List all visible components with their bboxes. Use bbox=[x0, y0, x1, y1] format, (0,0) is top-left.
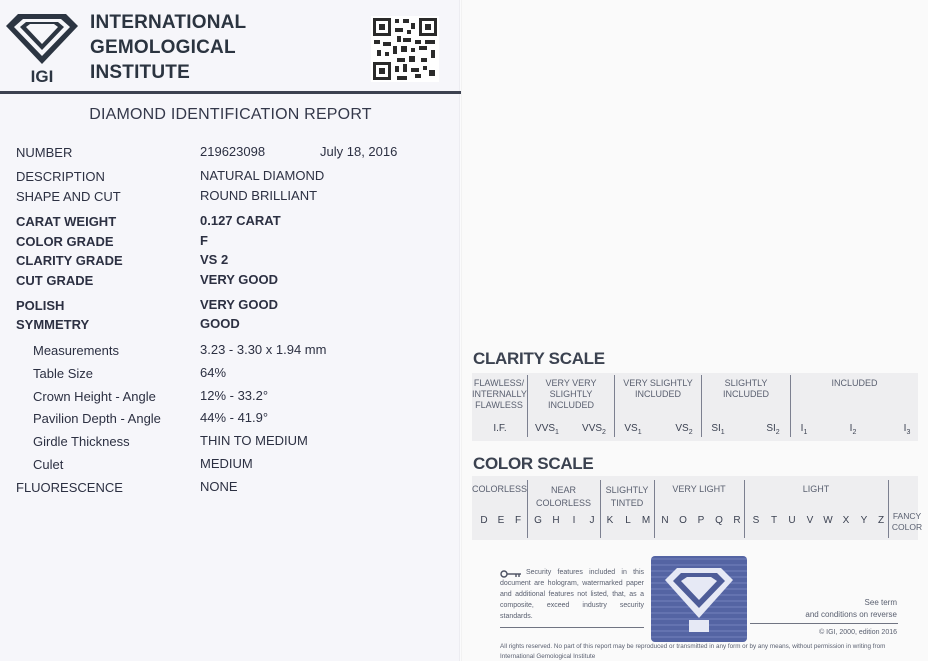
clarity-cat-si: SLIGHTLY INCLUDED bbox=[722, 378, 769, 399]
color-cat-slightly-tinted: SLIGHTLY TINTED bbox=[605, 485, 649, 508]
color-grade-label: COLOR GRADE bbox=[16, 234, 114, 249]
security-notice: Security features included in this document are hologram, watermarked paper and additional features not listed, that, as a composite, exceed industry security standards. bbox=[500, 569, 644, 620]
qr-code-icon bbox=[371, 16, 439, 82]
clarity-grade-text: VVS bbox=[535, 423, 556, 434]
number-label: NUMBER bbox=[16, 145, 73, 160]
clarity-cat-vvs: VERY VERY SLIGHTLY INCLUDED bbox=[545, 378, 597, 410]
color-letter: P bbox=[697, 515, 705, 526]
color-letter: V bbox=[806, 515, 814, 526]
color-cat-colorless: COLORLESS bbox=[472, 484, 528, 494]
color-scale-title: COLOR SCALE bbox=[473, 454, 594, 473]
clarity-grade-text: VVS bbox=[582, 423, 603, 434]
color-letter: L bbox=[625, 515, 631, 526]
report-header bbox=[0, 0, 461, 95]
clarity-cat-flawless: FLAWLESS/ INTERNALLY FLAWLESS bbox=[472, 378, 527, 410]
color-letter: J bbox=[589, 515, 595, 526]
clarity-grade-text: VS bbox=[675, 423, 689, 434]
color-letter: Q bbox=[715, 515, 723, 526]
clarity-grade-i2 bbox=[846, 423, 860, 436]
description-value: NATURAL DIAMOND bbox=[200, 168, 325, 183]
girdle-label: Girdle Thickness bbox=[33, 434, 130, 449]
report-date: July 18, 2016 bbox=[320, 144, 398, 159]
polish-label: POLISH bbox=[16, 298, 65, 313]
clarity-grade-text: SI bbox=[766, 423, 776, 434]
color-letter: D bbox=[480, 515, 488, 526]
color-letter: F bbox=[514, 515, 522, 526]
color-letter: T bbox=[770, 515, 778, 526]
clarity-grade-i3 bbox=[900, 423, 914, 436]
measurements-label: Measurements bbox=[33, 343, 119, 358]
table-size-value: 64% bbox=[200, 365, 227, 380]
culet-value: MEDIUM bbox=[200, 456, 253, 471]
clarity-scale-title: CLARITY SCALE bbox=[473, 349, 605, 368]
carat-value: 0.127 CARAT bbox=[200, 213, 281, 228]
institute-name-line3: INSTITUTE bbox=[90, 62, 190, 83]
clarity-grade-vvs2 bbox=[581, 423, 607, 436]
rights-reserved-text: All rights reserved. No part of this report may be reproduced or transmitted in any form or by any means, without permission in writing from International Gemological Institute bbox=[500, 643, 886, 660]
clarity-grade-sub: 1 bbox=[637, 429, 642, 436]
color-letter: R bbox=[733, 515, 741, 526]
color-letter: Z bbox=[877, 515, 885, 526]
color-letter: N bbox=[661, 515, 669, 526]
header-divider bbox=[0, 91, 461, 94]
igi-logo-text: IGI bbox=[30, 67, 54, 84]
color-letter: X bbox=[842, 515, 850, 526]
institute-name bbox=[90, 10, 246, 85]
see-terms-note: See term and conditions on reverse bbox=[805, 598, 897, 619]
institute-name-line1: INTERNATIONAL bbox=[90, 12, 247, 33]
fluorescence-label: FLUORESCENCE bbox=[16, 480, 123, 495]
color-letter: W bbox=[823, 515, 833, 526]
clarity-grade-text: I bbox=[903, 423, 907, 434]
color-cat-fancy: FANCY COLOR bbox=[891, 511, 923, 532]
clarity-grade-sub: 1 bbox=[720, 429, 725, 436]
crown-label: Crown Height - Angle bbox=[33, 389, 156, 404]
description-label: DESCRIPTION bbox=[16, 169, 105, 184]
cut-grade-value: VERY GOOD bbox=[200, 272, 279, 287]
crown-value: 12% - 33.2° bbox=[200, 388, 269, 403]
clarity-grade-i1 bbox=[797, 423, 811, 436]
clarity-grade-vs1 bbox=[622, 423, 644, 436]
clarity-grade-si1 bbox=[708, 423, 728, 436]
copyright-text: © IGI, 2000, edition 2016 bbox=[819, 629, 897, 636]
clarity-grade-text: I bbox=[800, 423, 804, 434]
color-letter: Y bbox=[860, 515, 868, 526]
hologram-icon bbox=[651, 556, 747, 642]
clarity-grade-if: I.F. bbox=[493, 423, 507, 434]
pavilion-label: Pavilion Depth - Angle bbox=[33, 411, 161, 426]
color-cat-near-colorless: NEAR COLORLESS bbox=[535, 485, 592, 508]
girdle-value: THIN TO MEDIUM bbox=[200, 433, 308, 448]
color-letter: I bbox=[572, 515, 576, 526]
clarity-grade-sub: 2 bbox=[602, 429, 606, 436]
clarity-grade-vs2 bbox=[673, 423, 695, 436]
color-cat-light: LIGHT bbox=[802, 484, 830, 494]
color-letter: G bbox=[534, 515, 542, 526]
color-letter: U bbox=[788, 515, 796, 526]
clarity-grade-text: VS bbox=[624, 423, 638, 434]
clarity-grade-text: I bbox=[849, 423, 853, 434]
fluorescence-value: NONE bbox=[200, 479, 238, 494]
color-letter: S bbox=[752, 515, 760, 526]
pavilion-value: 44% - 41.9° bbox=[200, 410, 269, 425]
clarity-grade-sub: 1 bbox=[803, 429, 808, 436]
shape-label: SHAPE AND CUT bbox=[16, 189, 121, 204]
color-letter: H bbox=[552, 515, 560, 526]
report-title: DIAMOND IDENTIFICATION REPORT bbox=[89, 106, 372, 123]
color-cat-very-light: VERY LIGHT bbox=[672, 484, 726, 494]
color-letter: M bbox=[641, 515, 651, 526]
clarity-cat-vs: VERY SLIGHTLY INCLUDED bbox=[623, 378, 693, 399]
security-divider bbox=[500, 627, 644, 628]
clarity-grade-text: SI bbox=[711, 423, 721, 434]
clarity-cat-included: INCLUDED bbox=[831, 378, 878, 388]
color-letter: E bbox=[497, 515, 505, 526]
clarity-grade-sub: 3 bbox=[906, 429, 911, 436]
page-fold bbox=[459, 0, 462, 661]
clarity-grade-sub: 2 bbox=[852, 429, 857, 436]
igi-logo-icon bbox=[4, 12, 80, 84]
color-letter: O bbox=[679, 515, 687, 526]
polish-value: VERY GOOD bbox=[200, 297, 279, 312]
culet-label: Culet bbox=[33, 457, 64, 472]
number-value: 219623098 bbox=[200, 144, 266, 159]
color-letter: K bbox=[606, 515, 614, 526]
clarity-grade-sub: 2 bbox=[688, 429, 693, 436]
shape-value: ROUND BRILLIANT bbox=[200, 188, 318, 203]
terms-divider bbox=[750, 623, 898, 624]
clarity-grade-sub: 2 bbox=[775, 429, 780, 436]
clarity-grade-si2 bbox=[763, 423, 783, 436]
cut-grade-label: CUT GRADE bbox=[16, 273, 94, 288]
table-size-label: Table Size bbox=[33, 366, 93, 381]
clarity-grade-vvs1 bbox=[534, 423, 560, 436]
clarity-grade-value: VS 2 bbox=[200, 252, 229, 267]
symmetry-value: GOOD bbox=[200, 316, 240, 331]
institute-name-line2: GEMOLOGICAL bbox=[90, 37, 236, 58]
carat-label: CARAT WEIGHT bbox=[16, 214, 117, 229]
color-grade-value: F bbox=[200, 233, 208, 248]
measurements-value: 3.23 - 3.30 x 1.94 mm bbox=[200, 342, 327, 357]
clarity-grade-sub: 1 bbox=[555, 429, 559, 436]
symmetry-label: SYMMETRY bbox=[16, 317, 90, 332]
clarity-grade-label: CLARITY GRADE bbox=[16, 253, 123, 268]
